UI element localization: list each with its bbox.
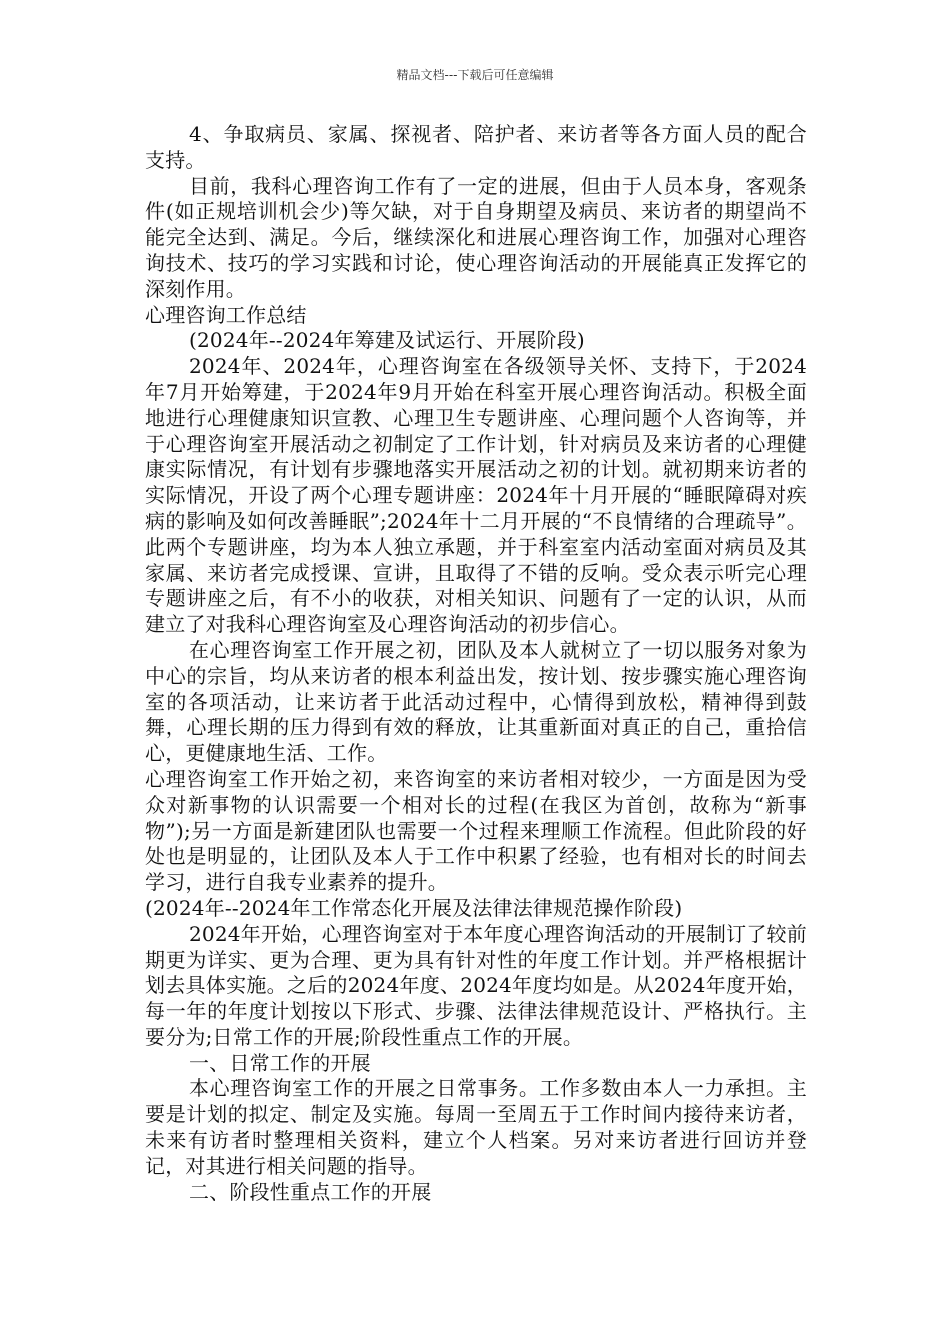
paragraph-service-principle: 在心理咨询室工作开展之初，团队及本人就树立了一切以服务对象为中心的宗旨，均从来访者的根本利益出发，按计划、按步骤实施心理咨询室的各项活动，让来访者于此活动过程中，心情得到放松，精神得到鼓舞，心理长期的压力得到有效的释放，让其重新面对真正的自己，重拾信心，更健康地生活、工作。 (145, 637, 807, 766)
phase-heading-2: (2024年--2024年工作常态化开展及法律法律规范操作阶段) (145, 895, 683, 920)
paragraph-current-progress: 目前，我科心理咨询工作有了一定的进展，但由于人员本身，客观条件(如正规培训机会少)等欠缺，对于自身期望及病员、来访者的期望尚不能完全达到、满足。今后，继续深化和进展心理咨询工作，加强对心理咨询技术、技巧的学习实践和讨论，使心理咨询活动的开展能真正发挥它的深刻作用。 (145, 173, 807, 301)
paragraph-annual-plan: 2024年开始，心理咨询室对于本年度心理咨询活动的开展制订了较前期更为详实、更为合理、更为具有针对性的年度工作计划。并严格根据计划去具体实施。之后的2024年度、2024年度均如是。从2024年度开始，每一年的年度计划按以下形式、步骤、法律法律规范设计、严格执行。主要分为;日常工作的开展;阶段性重点工作的开展。 (145, 921, 807, 1049)
section-title: 心理咨询工作总结 (145, 302, 307, 327)
page-header: 精品文档---下载后可任意编辑 (396, 68, 554, 82)
paragraph-daily-work: 本心理咨询室工作的开展之日常事务。工作多数由本人一力承担。主要是计划的拟定、制定及实施。每周一至周五于工作时间内接待来访者，未来有访者时整理相关资料，建立个人档案。另对来访者进行回访并登记，对其进行相关问题的指导。 (145, 1076, 807, 1178)
phase-heading-1: (2024年--2024年筹建及试运行、开展阶段) (189, 328, 585, 353)
paragraph-early-stage: 心理咨询室工作开始之初，来咨询室的来访者相对较少，一方面是因为受众对新事物的认识需要一个相对长的过程(在我区为首创，故称为“新事物”);另一方面是新建团队也需要一个过程来理顺工作流程。但此阶段的好处也是明显的，让团队及本人于工作中积累了经验，也有相对长的时间去学习，进行自我专业素养的提升。 (145, 766, 807, 895)
paragraph-phase-1-overview: 2024年、2024年，心理咨询室在各级领导关怀、支持下，于2024年7月开始筹建，于2024年9月开始在科室开展心理咨询活动。积极全面地进行心理健康知识宣教、心理卫生专题讲座、心理问题个人咨询等，并于心理咨询室开展活动之初制定了工作计划，针对病员及来访者的心理健康实际情况，有计划有步骤地落实开展活动之初的计划。就初期来访者的实际情况，开设了两个心理专题讲座：2024年十月开展的“睡眠障碍对疾病的影响及如何改善睡眠”;2024年十二月开展的“不良情绪的合理疏导”。此两个专题讲座，均为本人独立承题，并于科室室内活动室面对病员及其家属、来访者完成授课、宣讲，且取得了不错的反响。受众表示听完心理专题讲座之后，有不小的收获，对相关知识、问题有了一定的认识，从而建立了对我科心理咨询室及心理咨询活动的初步信心。 (145, 354, 807, 637)
paragraph-item-4-support: 4、争取病员、家属、探视者、陪护者、来访者等各方面人员的配合支持。 (145, 122, 807, 172)
subheading-daily-work: 一、日常工作的开展 (189, 1050, 371, 1075)
document-body (145, 122, 807, 1205)
subheading-key-work: 二、阶段性重点工作的开展 (189, 1179, 432, 1204)
